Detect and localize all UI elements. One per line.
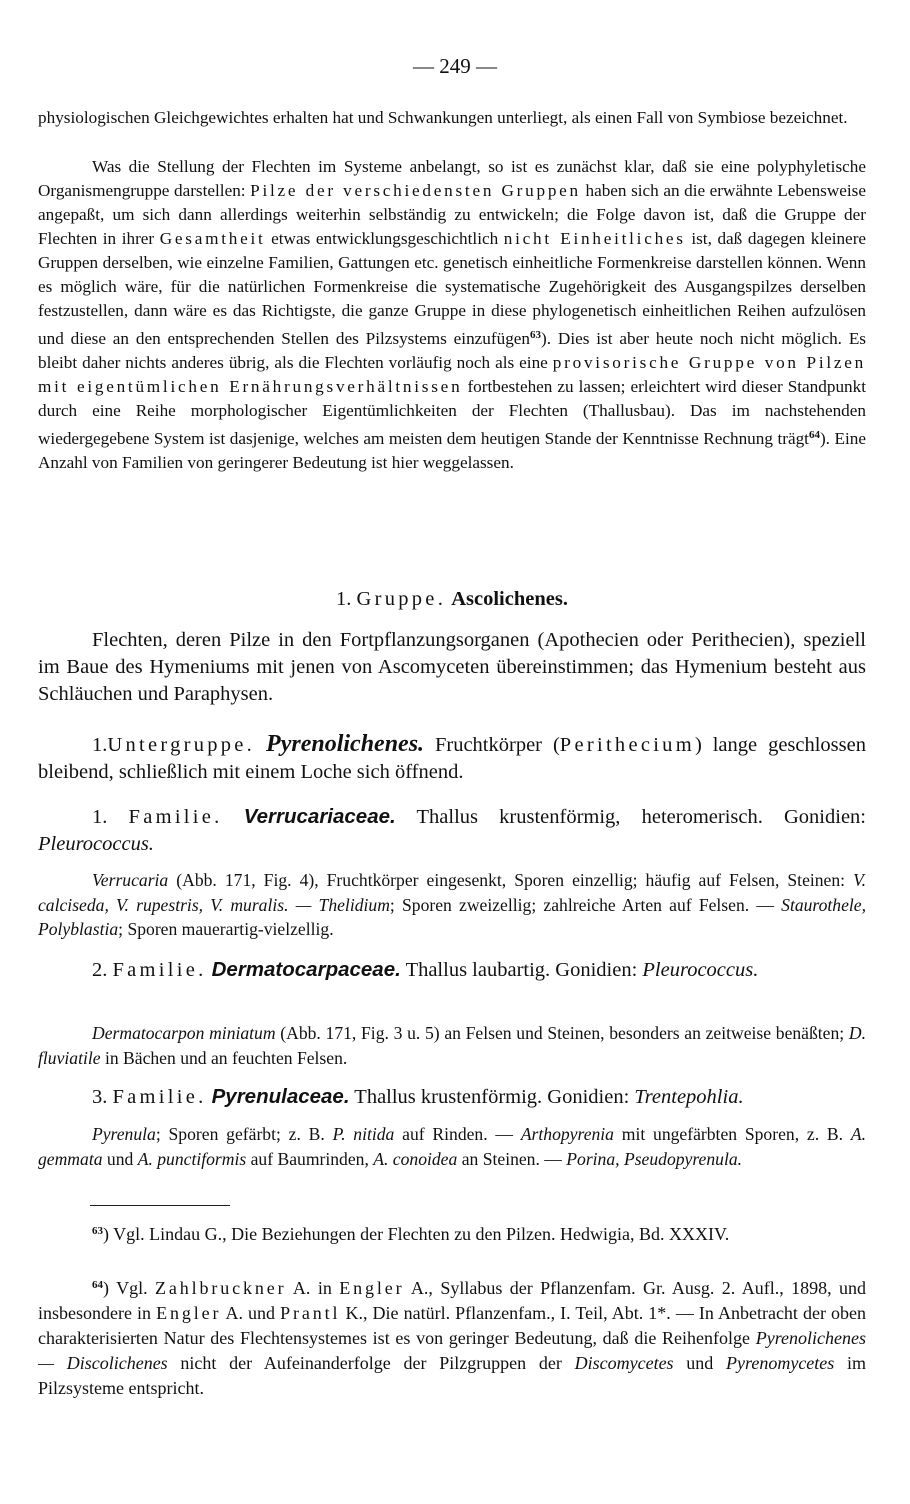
family-1-body — [38, 868, 866, 942]
text-run: A. in — [292, 1278, 332, 1298]
footnote-mark: 63 — [92, 1225, 103, 1237]
text-run: ist, daß dagegen kleinere Gruppen derselben, wie einzelne Familien, Gattungen etc. genetisch einheitliche Formenkreise darstellen können. Wenn es möglich wäre, für die natürlichen Formenkreise die systematische Zugehörigkeit des Ausgangspilzes derselben festzustellen, dann wäre es das Richtigste, die ganze Gruppe in diese phylogenetisch einheitlichen Reihen aufzulösen und diese an den entsprechenden Stellen des Pilzsystems einzufügen — [38, 229, 867, 348]
text-run: und — [106, 1148, 134, 1169]
continuation-paragraph — [38, 106, 866, 130]
italic-text: Pyrenolichenes — Discolichenes — [38, 1328, 866, 1373]
spaced-text: Pilze der verschiedensten Gruppen — [250, 181, 581, 200]
family-1-heading — [38, 803, 866, 858]
text-run: auf Rinden. — — [402, 1124, 514, 1144]
species-names: A. gemmata — [38, 1124, 866, 1169]
species-names: D. fluviatile — [38, 1023, 866, 1068]
footnote-64 — [38, 1273, 866, 1401]
text-run: an Steinen. — — [461, 1148, 562, 1169]
paragraph-text — [38, 803, 866, 858]
genus-name: Verrucaria — [92, 870, 169, 890]
text-run: ) Vgl. Lindau G., Die Beziehungen der Flechten zu den Pilzen. Hedwigia, Bd. XXXIV. — [103, 1224, 730, 1244]
paragraph-text — [38, 956, 866, 984]
heading-label: Gruppe. — [356, 588, 447, 610]
species-names: Dermatocarpon miniatum — [92, 1023, 276, 1043]
paragraph-text — [38, 1021, 866, 1070]
spaced-text: Perithecium — [559, 734, 695, 756]
footnote-text — [38, 1273, 866, 1401]
paragraph-text: Flechten, deren Pilze in den Fortpflanzungsorganen (Apothecien oder Perithecien), speziell im Baue des Hymeniums mit jenen von Ascomyceten übereinstimmen; das Hymenium besteht aus Schläuchen und Paraphysen. — [38, 629, 866, 705]
text-run: und — [686, 1353, 714, 1373]
text-run: auf Baumrinden, — [250, 1148, 369, 1169]
family-number: 2. — [92, 959, 108, 981]
gonidia-name: Pleurococcus. — [642, 959, 759, 981]
subgroup-number: 1. — [92, 734, 108, 756]
text-run: Thallus laubartig. Gonidien: — [405, 959, 638, 981]
family-label: Familie. — [112, 1086, 207, 1108]
footnote-mark: 64 — [92, 1279, 103, 1291]
text-run: ; Sporen gefärbt; z. B. — [155, 1124, 325, 1144]
family-label: Familie. — [128, 806, 223, 828]
text-run: in Bächen und an feuchten Felsen. — [104, 1047, 348, 1068]
gonidia-name: Trentepohlia. — [634, 1086, 744, 1108]
spaced-text: Engler — [156, 1303, 222, 1323]
italic-text: Pyrenomycetes — [726, 1353, 835, 1373]
footnote-63 — [38, 1219, 866, 1247]
species-names: Arthopyrenia — [520, 1124, 614, 1144]
text-run: Fruchtkörper ( — [434, 734, 560, 756]
family-2-heading — [38, 956, 866, 984]
text-run: mit ungefärbten Sporen, z. B. — [621, 1124, 844, 1144]
text-run: (Abb. 171, Fig. 3 u. 5) an Felsen und Steinen, besonders an zeitweise benäßten; — [280, 1023, 845, 1043]
page-number: — 249 — — [413, 54, 497, 78]
paragraph-text — [38, 1122, 866, 1171]
text-run: ; Sporen mauerartig-vielzellig. — [118, 919, 334, 939]
family-number: 1. — [92, 806, 108, 828]
species-names: Porina, Pseudopyrenula. — [566, 1148, 743, 1169]
footnote-ref-64: 64 — [808, 429, 820, 441]
species-names: Staurothele, Polyblastia — [38, 894, 866, 939]
text-run: ). Eine Anzahl von Familien von geringerer Bedeutung ist hier weggelassen. — [38, 429, 866, 472]
footnote-text — [38, 1219, 866, 1247]
text-run: im Pilzsysteme entspricht. — [38, 1353, 867, 1398]
family-name: Dermatocarpaceae. — [211, 958, 401, 981]
family-name: Pyrenulaceae. — [211, 1085, 350, 1108]
text-run: fortbestehen zu lassen; erleichtert wird dieser Standpunkt durch eine Reihe morphologischer Eigentümlichkeiten der Flechten (Thallusbau). Das im nachstehenden wiedergegebene System ist dasjenige, welches am meisten dem heutigen Stande der Kenntnisse Rechnung trägt — [38, 377, 867, 448]
family-2-body — [38, 1021, 866, 1070]
species-names: A. punctiformis — [137, 1148, 247, 1169]
species-names: A. conoidea — [373, 1148, 458, 1169]
group-heading — [38, 586, 866, 613]
subgroup-name: Pyrenolichenes. — [266, 731, 425, 757]
species-names: P. nitida — [332, 1124, 395, 1144]
text-run: ) Vgl. — [103, 1278, 148, 1298]
text-run: A. und — [225, 1303, 276, 1323]
group-description — [38, 627, 866, 708]
paragraph-text — [38, 155, 866, 475]
system-paragraph — [38, 155, 866, 475]
text-run: ; Sporen zweizellig; zahlreiche Arten auf Felsen. — — [389, 894, 774, 915]
species-names: V. calciseda, V. rupestris, V. muralis. — Thelidium — [38, 870, 866, 915]
subgroup-section — [38, 731, 866, 786]
text-run: (Abb. 171, Fig. 4), Fruchtkörper eingesenkt, Sporen einzellig; häufig auf Felsen, Steinen: — [176, 870, 846, 890]
text-run: nicht der Aufeinanderfolge der Pilzgruppen der — [180, 1353, 562, 1373]
gonidia-name: Pleurococcus. — [38, 833, 154, 855]
text-run: haben sich an die erwähnte Lebensweise angepaßt, um sich dann allerdings weiterhin selbständig zu entwickeln; die Folge davon ist, daß die Gruppe der Flechten in ihrer — [38, 181, 866, 248]
text-run: Thallus krustenförmig, heteromerisch. Gonidien: — [416, 806, 866, 828]
text-run: Was die Stellung der Flechten im Systeme anbelangt, so ist es zunächst klar, daß sie eine polyphyletische Organismengruppe darstellen: — [38, 157, 866, 200]
spaced-text: nicht Einheitliches — [503, 229, 686, 248]
text-run: ). Dies ist aber heute noch nicht möglich. Es bleibt daher nichts anderes übrig, als die Flechten vorläufig noch als eine — [38, 329, 867, 372]
text-run: Thallus krustenförmig. Gonidien: — [354, 1086, 630, 1108]
text-run: ) lange geschlossen bleibend, schließlich mit einem Loche sich öffnend. — [38, 734, 866, 783]
spaced-text: Zahlbruckner — [154, 1278, 287, 1298]
family-3-heading — [38, 1083, 866, 1111]
paragraph-text — [38, 868, 866, 942]
spaced-text: Prantl — [280, 1303, 341, 1323]
family-3-body — [38, 1122, 866, 1171]
heading-name: Ascolichenes. — [451, 588, 568, 610]
footnote-divider — [90, 1205, 230, 1206]
subgroup-label: Untergruppe. — [107, 734, 256, 756]
spaced-text: Engler — [339, 1278, 405, 1298]
family-number: 3. — [92, 1086, 108, 1108]
paragraph-text — [38, 1083, 866, 1111]
heading-number: 1. — [336, 588, 352, 610]
family-name: Verrucariaceae. — [243, 805, 396, 828]
spaced-text: Gesamtheit — [159, 229, 266, 248]
text-run: K., Die natürl. Pflanzenfam., I. Teil, Abt. 1*. — In Anbetracht der oben charakterisierten Natur des Flechtensystemes ist es von geringer Bedeutung, daß die Reihenfolge — [38, 1303, 867, 1348]
spaced-text: provisorische Gruppe von Pilzen mit eigentümlichen Ernährungsverhältnissen — [38, 353, 866, 396]
species-names: Pyrenula — [92, 1124, 156, 1144]
text-run: A., Syllabus der Pflanzenfam. Gr. Ausg. 2. Aufl., 1898, und insbesondere in — [38, 1278, 867, 1323]
paragraph-text: physiologischen Gleichgewichtes erhalten hat und Schwankungen unterliegt, als einen Fall von Symbiose bezeichnet. — [38, 108, 848, 127]
family-label: Familie. — [112, 959, 207, 981]
text-run: etwas entwicklungsgeschichtlich — [271, 229, 499, 248]
footnote-ref-63: 63 — [530, 329, 542, 341]
italic-text: Discomycetes — [574, 1353, 674, 1373]
paragraph-text — [38, 731, 866, 786]
